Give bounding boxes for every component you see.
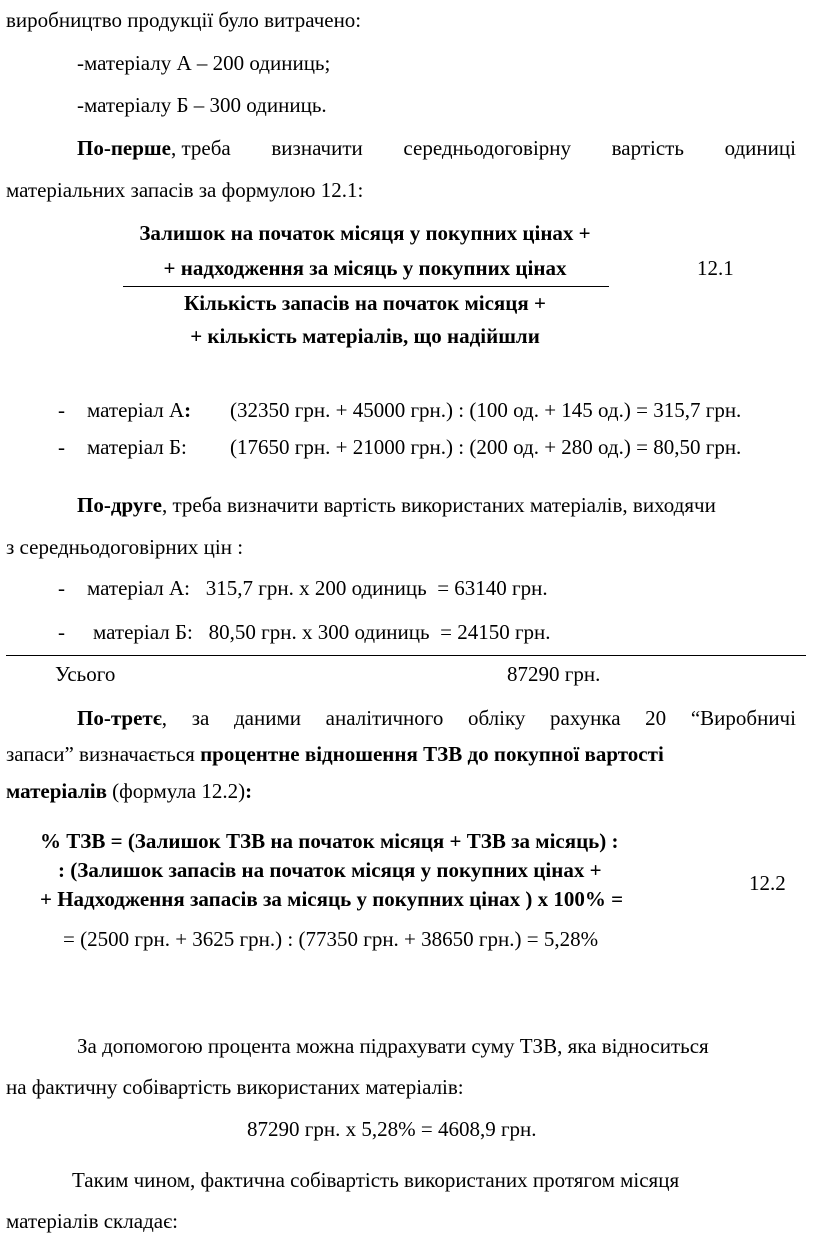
formula1-numerator-line2: + надходження за місяць у покупних цінах — [163, 256, 567, 280]
total-divider — [6, 655, 806, 656]
calc1-a-dash: - — [58, 398, 65, 422]
formula2-line1: % ТЗВ = (Залишок ТЗВ на початок місяця + ТЗВ за місяць) : — [40, 829, 619, 853]
step1-paragraph-line2: матеріальних запасів за формулою 12.1: — [6, 178, 364, 202]
step3-word: 20 — [645, 706, 667, 730]
step3-label: По-третє — [77, 706, 162, 730]
step3-word: даними — [233, 706, 301, 730]
step3-word: “Виробничі — [690, 706, 796, 730]
formula1-numerator-line1: Залишок на початок місяця у покупних цінах + — [139, 221, 591, 245]
formula1-fraction-bar — [123, 286, 609, 287]
step3-line2-text: запаси” визначається — [6, 742, 201, 766]
step3-word: за — [191, 706, 210, 730]
closing-p2-line1: Таким чином, фактична собівартість використаних протягом місяця — [72, 1168, 680, 1192]
step3-line3-emphasis: матеріалів — [6, 779, 107, 803]
step3-line3-text: (формула 12.2) — [106, 779, 246, 803]
step3-paragraph-line3 — [6, 778, 252, 804]
step3-paragraph-line2 — [6, 741, 664, 767]
intro-item-b: -матеріалу Б – 300 одиниць. — [77, 93, 327, 117]
calc1-a-expression: (32350 грн. + 45000 грн.) : (100 од. + 145 од.) = 315,7 грн. — [230, 398, 742, 422]
calc1-a-colon: : — [184, 398, 192, 422]
step3-word: рахунка — [550, 706, 621, 730]
total-label: Усього — [55, 662, 116, 686]
step1-word: , треба — [170, 136, 231, 160]
step2-paragraph-line1 — [77, 492, 716, 518]
calc1-a-row — [87, 397, 191, 423]
step2-b-dash: - — [58, 620, 65, 644]
step1-paragraph-line1 — [77, 135, 796, 161]
step3-word: обліку — [468, 706, 526, 730]
intro-line: виробництво продукції було витрачено: — [6, 8, 362, 32]
step1-word: визначити — [271, 136, 363, 160]
closing-calculation: 87290 грн. х 5,28% = 4608,9 грн. — [247, 1117, 537, 1141]
step2-paragraph-line2: з середньодоговірних цін : — [6, 535, 244, 559]
step1-word: вартість — [611, 136, 684, 160]
formula2-line3: + Надходження запасів за місяць у покупних цінах ) х 100% = — [40, 887, 624, 911]
formula1-denominator-line2: + кількість матеріалів, що надійшли — [190, 324, 540, 348]
formula2-result: = (2500 грн. + 3625 грн.) : (77350 грн. + 38650 грн.) = 5,28% — [63, 927, 599, 951]
step2-a-row: матеріал А: 315,7 грн. х 200 одиниць = 63140 грн. — [87, 576, 548, 600]
closing-p1-line1: За допомогою процента можна підрахувати суму ТЗВ, яка відноситься — [77, 1034, 709, 1058]
formula2-line2: : (Залишок запасів на початок місяця у покупних цінах + — [58, 858, 602, 882]
step3-line3-colon: : — [245, 779, 253, 803]
formula1-denominator-line1: Кількість запасів на початок місяця + — [184, 291, 546, 315]
total-value: 87290 грн. — [507, 662, 601, 686]
closing-p2-line2: матеріалів складає: — [6, 1209, 178, 1233]
calc1-b-label: матеріал Б: — [87, 435, 187, 459]
step3-paragraph-line1 — [77, 705, 796, 731]
step2-label: По-друге — [77, 493, 162, 517]
step2-text: , треба визначити вартість використаних матеріалів, виходячи — [161, 493, 716, 517]
step1-word: середньодоговірну — [403, 136, 572, 160]
calc1-b-expression: (17650 грн. + 21000 грн.) : (200 од. + 280 од.) = 80,50 грн. — [230, 435, 742, 459]
step1-word: одиниці — [724, 136, 796, 160]
formula2-number: 12.2 — [749, 871, 786, 895]
step2-b-row: матеріал Б: 80,50 грн. х 300 одиниць = 24150 грн. — [93, 620, 551, 644]
intro-item-a: -матеріалу А – 200 одиниць; — [77, 51, 331, 75]
calc1-a-label: матеріал А — [87, 398, 185, 422]
step3-line2-emphasis: процентне відношення ТЗВ до покупної вартості — [200, 742, 664, 766]
calc1-b-dash: - — [58, 435, 65, 459]
step2-a-dash: - — [58, 576, 65, 600]
closing-p1-line2: на фактичну собівартість використаних матеріалів: — [6, 1075, 464, 1099]
formula1-number: 12.1 — [697, 256, 734, 280]
step3-word: , — [161, 706, 168, 730]
step1-label: По-перше — [77, 136, 171, 160]
step3-word: аналітичного — [325, 706, 444, 730]
